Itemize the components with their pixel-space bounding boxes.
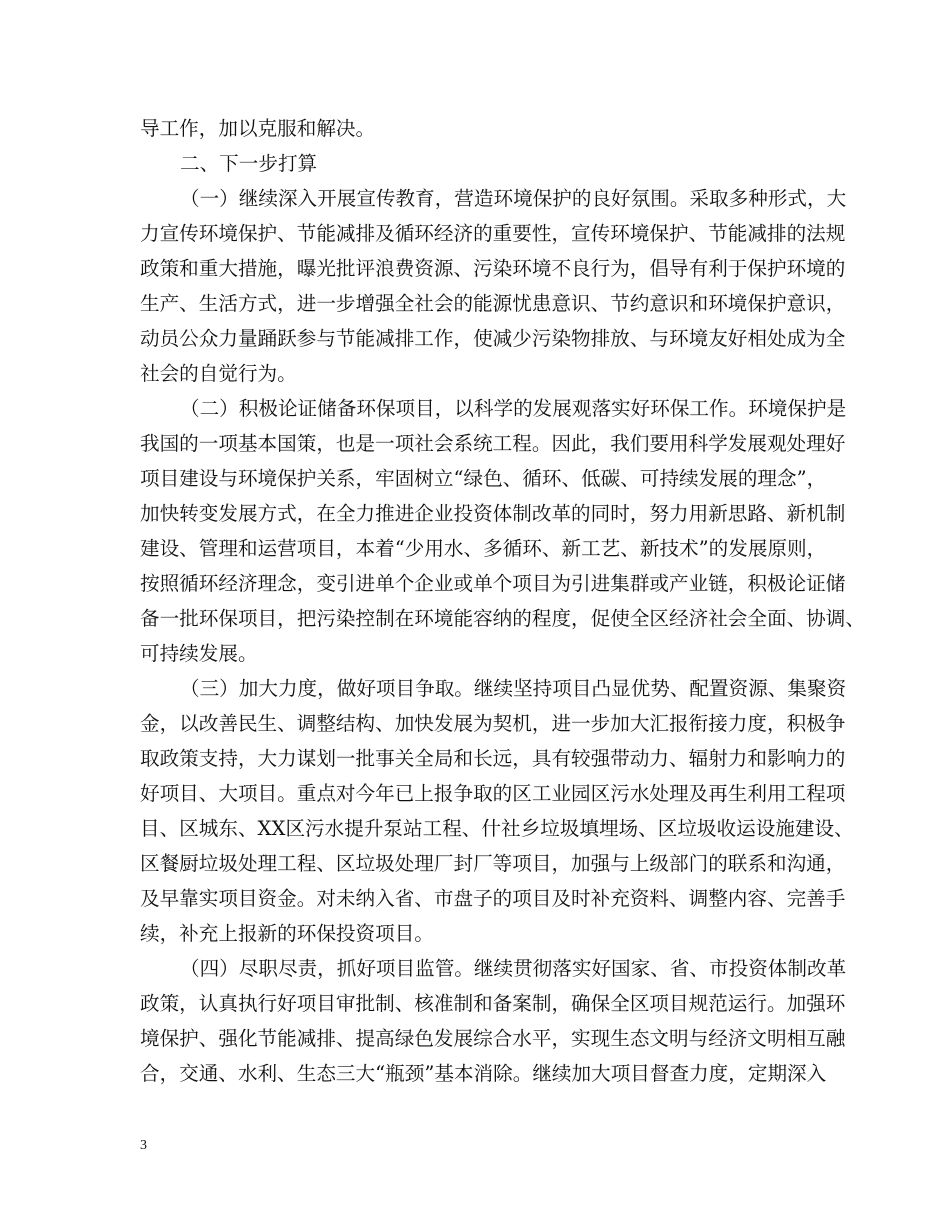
text-line: 目、区城东、XX区污水提升泵站工程、什社乡垃圾填埋场、区垃圾收运设施建设、 — [140, 817, 854, 840]
text-line: 我国的一项基本国策，也是一项社会系统工程。因此，我们要用科学发展观处理好 — [140, 432, 846, 455]
text-line: （一）继续深入开展宣传教育，营造环境保护的良好氛围。采取多种形式，大 — [180, 187, 847, 210]
text-line: 金，以改善民生、调整结构、加快发展为契机，进一步加大汇报衔接力度，积极争 — [140, 712, 846, 735]
text-line: 动员公众力量踊跃参与节能减排工作，使减少污染物排放、与环境友好相处成为全 — [140, 327, 846, 350]
text-line: 社会的自觉行为。 — [140, 362, 297, 385]
text-line: 取政策支持，大力谋划一批事关全局和长远，具有较强带动力、辐射力和影响力的 — [140, 747, 846, 770]
text-line: 加快转变发展方式，在全力推进企业投资体制改革的同时，努力用新思路、新机制 — [140, 502, 846, 525]
text-line: （四）尽职尽责，抓好项目监管。继续贯彻落实好国家、省、市投资体制改革 — [180, 957, 847, 980]
text-line: 政策，认真执行好项目审批制、核准制和备案制，确保全区项目规范运行。加强环 — [140, 992, 846, 1015]
text-line: 项目建设与环境保护关系，牢固树立“绿色、循环、低碳、可持续发展的理念”， — [140, 467, 827, 490]
text-line: 政策和重大措施，曝光批评浪费资源、污染环境不良行为，倡导有利于保护环境的 — [140, 257, 846, 280]
text-line: 力宣传环境保护、节能减排及循环经济的重要性，宣传环境保护、节能减排的法规 — [140, 222, 846, 245]
text-line: 境保护、强化节能减排、提高绿色发展综合水平，实现生态文明与经济文明相互融 — [140, 1027, 846, 1050]
text-line: 续，补充上报新的环保投资项目。 — [140, 922, 434, 945]
text-line: 可持续发展。 — [140, 642, 258, 665]
text-line: 区餐厨垃圾处理工程、区垃圾处理厂封厂等项目，加强与上级部门的联系和沟通， — [140, 852, 846, 875]
text-line: 好项目、大项目。重点对今年已上报争取的区工业园区污水处理及再生利用工程项 — [140, 782, 846, 805]
text-line: 导工作，加以克服和解决。 — [140, 117, 376, 140]
text-line: 二、下一步打算 — [180, 152, 318, 175]
text-line: 按照循环经济理念，变引进单个企业或单个项目为引进集群或产业链，积极论证储 — [140, 572, 846, 595]
text-line: （三）加大力度，做好项目争取。继续坚持项目凸显优势、配置资源、集聚资 — [180, 677, 847, 700]
text-line: 备一批环保项目，把污染控制在环境能容纳的程度，促使全区经济社会全面、协调、 — [140, 607, 865, 630]
text-line: （二）积极论证储备环保项目，以科学的发展观落实好环保工作。环境保护是 — [180, 397, 847, 420]
page-number: 3 — [140, 1138, 147, 1153]
text-line: 合，交通、水利、生态三大“瓶颈”基本消除。继续加大项目督查力度，定期深入 — [140, 1062, 827, 1085]
text-line: 生产、生活方式，进一步增强全社会的能源忧患意识、节约意识和环境保护意识， — [140, 292, 846, 315]
text-line: 及早靠实项目资金。对未纳入省、市盘子的项目及时补充资料、调整内容、完善手 — [140, 887, 846, 910]
text-line: 建设、管理和运营项目，本着“少用水、多循环、新工艺、新技术”的发展原则， — [140, 537, 827, 560]
body-text — [140, 111, 865, 1091]
